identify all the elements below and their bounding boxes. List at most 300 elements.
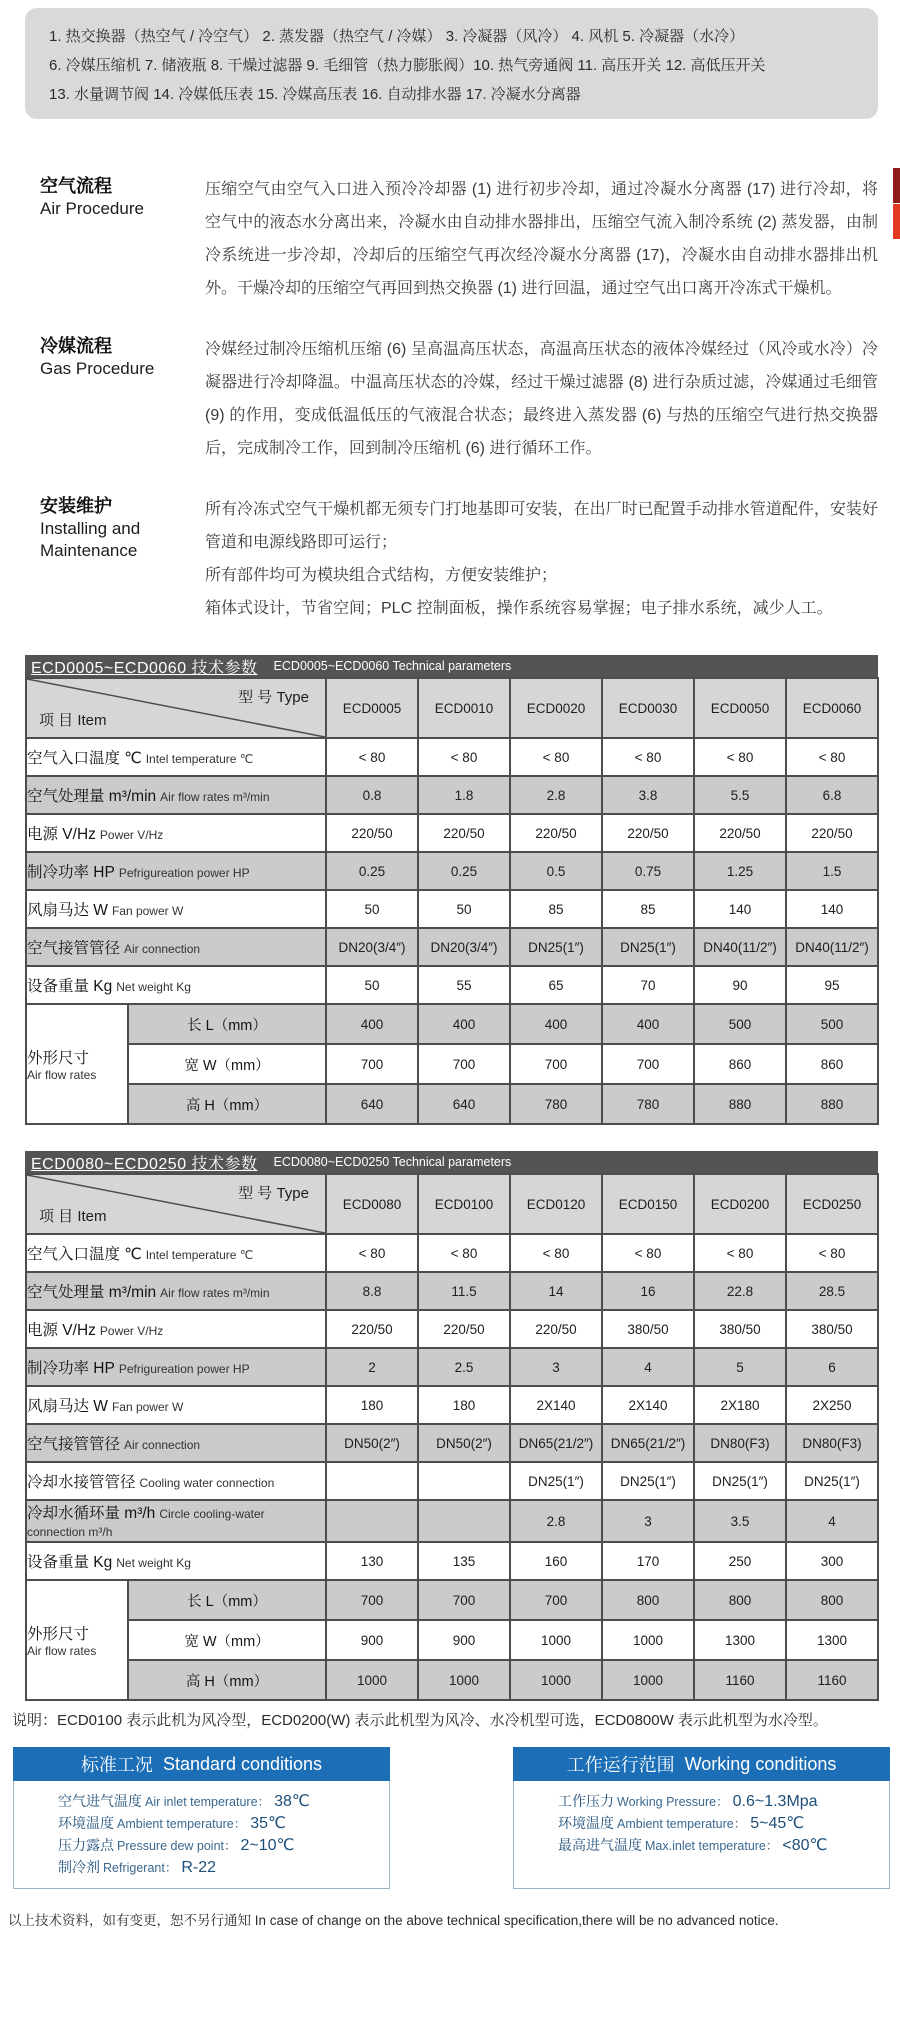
model-header-cell: ECD0050 <box>694 678 786 738</box>
value-cell: 1000 <box>602 1660 694 1700</box>
dimension-group-en: Air flow rates <box>27 1644 97 1658</box>
value-cell: 860 <box>786 1044 878 1084</box>
model-header-cell: ECD0030 <box>602 678 694 738</box>
table-title-en: ECD0005~ECD0060 Technical parameters <box>273 659 512 673</box>
condition-label-cn: 制冷剂 <box>58 1859 100 1875</box>
value-cell: 400 <box>418 1004 510 1044</box>
value-cell: 780 <box>602 1084 694 1124</box>
row-label-en: Intel temperature ℃ <box>145 1248 254 1262</box>
row-label-cell <box>26 928 326 966</box>
value-cell: 640 <box>418 1084 510 1124</box>
spec-row <box>26 1500 878 1542</box>
section-title-cn: 安装维护 <box>40 496 112 516</box>
row-label-cn: 空气接管管径 <box>27 940 121 957</box>
spec-row <box>26 1462 878 1500</box>
dimension-group-en: Air flow rates <box>27 1068 97 1082</box>
value-cell <box>326 1462 418 1500</box>
condition-label-cn: 空气进气温度 <box>58 1793 142 1809</box>
value-cell: 1000 <box>326 1660 418 1700</box>
condition-box-header <box>13 1747 390 1781</box>
condition-label-cn: 压力露点 <box>58 1837 114 1853</box>
section-paragraph: 所有冷冻式空气干燥机都无须专门打地基即可安装，在出厂时已配置手动排水管道配件，安装好管道和电源线路即可运行； <box>205 501 878 551</box>
parts-list-line: 6. 冷媒压缩机 7. 储液瓶 8. 干燥过滤器 9. 毛细管（热力膨胀阀）10. 热气旁通阀 11. 高压开关 12. 高低压开关 <box>49 57 766 74</box>
value-cell: 900 <box>418 1620 510 1660</box>
value-cell: DN25(1″) <box>786 1462 878 1500</box>
value-cell: < 80 <box>418 738 510 776</box>
value-cell: < 80 <box>510 1234 602 1272</box>
spec-row <box>26 776 878 814</box>
footer-disclaimer: 以上技术资料，如有变更，恕不另行通知 In case of change on the above technical specification,there will be no advanced notice. <box>8 1913 779 1928</box>
value-cell: 180 <box>418 1386 510 1424</box>
value-cell: 3.8 <box>602 776 694 814</box>
tables-container <box>25 655 878 1701</box>
spec-row <box>26 1234 878 1272</box>
table-corner-cell <box>26 678 326 738</box>
value-cell: < 80 <box>326 738 418 776</box>
row-label-en: Net weight Kg <box>116 1556 191 1570</box>
value-cell: DN80(F3) <box>694 1424 786 1462</box>
value-cell: 50 <box>326 890 418 928</box>
spec-row <box>26 966 878 1004</box>
value-cell: DN80(F3) <box>786 1424 878 1462</box>
value-cell: 170 <box>602 1542 694 1580</box>
value-cell: 1000 <box>510 1660 602 1700</box>
row-label-cell <box>26 1234 326 1272</box>
row-label-en: Circle cooling-water connection m³/h <box>27 1507 265 1539</box>
value-cell: 85 <box>510 890 602 928</box>
table-title-cn: ECD0005~ECD0060 技术参数 <box>31 659 258 677</box>
row-label-en: Net weight Kg <box>116 980 191 994</box>
value-cell: 1160 <box>786 1660 878 1700</box>
value-cell: 0.25 <box>418 852 510 890</box>
dimension-label-cell: 宽 W（mm） <box>128 1620 326 1660</box>
corner-type-label: 型 号 Type <box>238 1185 309 1202</box>
value-cell: 380/50 <box>786 1310 878 1348</box>
spec-row <box>26 738 878 776</box>
value-cell: 800 <box>602 1580 694 1620</box>
value-cell: 380/50 <box>602 1310 694 1348</box>
spec-row <box>26 852 878 890</box>
value-cell: 500 <box>694 1004 786 1044</box>
row-label-cn: 冷却水循环量 m³/h <box>27 1505 156 1522</box>
value-cell: DN40(11/2″) <box>694 928 786 966</box>
row-label-cell <box>26 1542 326 1580</box>
model-header-cell: ECD0150 <box>602 1174 694 1234</box>
condition-title-cn: 工作运行范围 <box>566 1755 675 1775</box>
spec-row <box>26 890 878 928</box>
brochure-page <box>0 8 900 1929</box>
value-cell: 6 <box>786 1348 878 1386</box>
row-label-cell <box>26 1424 326 1462</box>
dimension-group-cell <box>26 1580 128 1700</box>
condition-label-cn: 工作压力 <box>558 1793 614 1809</box>
value-cell: < 80 <box>602 1234 694 1272</box>
row-label-en: Air connection <box>124 942 201 956</box>
value-cell: 860 <box>694 1044 786 1084</box>
row-label-cn: 空气入口温度 ℃ <box>27 750 142 767</box>
spec-row <box>26 1310 878 1348</box>
value-cell: 2X140 <box>602 1386 694 1424</box>
row-label-cell <box>26 966 326 1004</box>
row-label-cell <box>26 738 326 776</box>
section-heading <box>40 173 205 305</box>
condition-value: 2~10℃ <box>240 1837 295 1854</box>
condition-title-en: Standard conditions <box>162 1753 323 1774</box>
row-label-cn: 风扇马达 W <box>27 902 108 919</box>
value-cell: 1.5 <box>786 852 878 890</box>
corner-type-label: 型 号 Type <box>238 689 309 706</box>
dimension-row <box>26 1660 878 1700</box>
condition-box-body <box>513 1781 890 1889</box>
value-cell: 140 <box>786 890 878 928</box>
dimension-label-cell: 高 H（mm） <box>128 1660 326 1700</box>
page-edge-marker-bright <box>893 204 900 239</box>
value-cell: < 80 <box>786 1234 878 1272</box>
condition-label-en: Air inlet temperature： <box>145 1795 271 1809</box>
row-label-en: Air flow rates m³/min <box>160 790 270 804</box>
value-cell: 2 <box>326 1348 418 1386</box>
spec-row <box>26 1424 878 1462</box>
value-cell: 4 <box>602 1348 694 1386</box>
condition-value: R-22 <box>181 1859 217 1876</box>
section-title-en: Air Procedure <box>40 199 144 218</box>
value-cell: 1.8 <box>418 776 510 814</box>
value-cell: 1300 <box>786 1620 878 1660</box>
row-label-cn: 设备重量 Kg <box>27 1554 113 1571</box>
value-cell: 8.8 <box>326 1272 418 1310</box>
value-cell: 800 <box>694 1580 786 1620</box>
condition-label-en: Ambient temperature： <box>617 1817 747 1831</box>
row-label-cn: 电源 V/Hz <box>27 826 96 843</box>
value-cell: 0.5 <box>510 852 602 890</box>
value-cell: 220/50 <box>326 1310 418 1348</box>
table-title-bar <box>25 1151 878 1173</box>
spec-table-block-2 <box>25 1151 878 1701</box>
value-cell: 500 <box>786 1004 878 1044</box>
value-cell: 220/50 <box>510 1310 602 1348</box>
condition-label-cn: 环境温度 <box>58 1815 114 1831</box>
condition-box-header <box>513 1747 890 1781</box>
value-cell: 700 <box>326 1044 418 1084</box>
value-cell: 400 <box>602 1004 694 1044</box>
value-cell: 5.5 <box>694 776 786 814</box>
model-header-cell: ECD0250 <box>786 1174 878 1234</box>
row-label-cell <box>26 1386 326 1424</box>
section-paragraph: 压缩空气由空气入口进入预冷冷却器 (1) 进行初步冷却，通过冷凝水分离器 (17) 进行冷却，将空气中的液态水分离出来，冷凝水由自动排水器排出，压缩空气流入制冷系统 (2) 蒸发器，由制冷系统进一步冷却，冷却后的压缩空气再次经冷凝水分离器 (17)，冷凝水由自动排水器排出机外。干燥冷却的压缩空气再回到热交换器 (1) 进行回温，通过空气出口离开冷冻式干燥机。 <box>205 181 878 297</box>
section-title-cn: 空气流程 <box>40 176 112 196</box>
section-body <box>205 173 878 305</box>
row-label-en: Pefrigureation power HP <box>118 866 250 880</box>
value-cell: 65 <box>510 966 602 1004</box>
value-cell: 300 <box>786 1542 878 1580</box>
value-cell: 220/50 <box>418 814 510 852</box>
condition-line <box>14 1835 389 1857</box>
value-cell: 14 <box>510 1272 602 1310</box>
row-label-en: Air connection <box>124 1438 201 1452</box>
value-cell: 780 <box>510 1084 602 1124</box>
section-installing-and-maintenance <box>40 493 878 625</box>
corner-item-label: 项 目 Item <box>39 712 107 729</box>
spec-header-row <box>26 1174 878 1234</box>
section-title-cn: 冷媒流程 <box>40 336 112 356</box>
spec-row <box>26 814 878 852</box>
spec-row <box>26 1542 878 1580</box>
value-cell: 220/50 <box>694 814 786 852</box>
value-cell: < 80 <box>326 1234 418 1272</box>
row-label-cell <box>26 1462 326 1500</box>
value-cell: 220/50 <box>418 1310 510 1348</box>
condition-value: 5~45℃ <box>750 1815 805 1832</box>
spec-header-row <box>26 678 878 738</box>
row-label-cell <box>26 1348 326 1386</box>
value-cell: DN25(1″) <box>510 928 602 966</box>
section-heading <box>40 493 205 625</box>
row-label-cn: 空气处理量 m³/min <box>27 788 157 805</box>
row-label-cn: 风扇马达 W <box>27 1398 108 1415</box>
value-cell: 0.8 <box>326 776 418 814</box>
value-cell: 640 <box>326 1084 418 1124</box>
value-cell: < 80 <box>418 1234 510 1272</box>
condition-value: <80℃ <box>782 1837 828 1854</box>
value-cell: 0.75 <box>602 852 694 890</box>
value-cell: DN20(3/4″) <box>418 928 510 966</box>
value-cell: 160 <box>510 1542 602 1580</box>
row-label-cn: 空气处理量 m³/min <box>27 1284 157 1301</box>
value-cell: 2.8 <box>510 1500 602 1542</box>
dimension-row <box>26 1620 878 1660</box>
condition-value: 0.6~1.3Mpa <box>732 1793 818 1810</box>
value-cell: < 80 <box>694 738 786 776</box>
value-cell: 28.5 <box>786 1272 878 1310</box>
model-header-cell: ECD0100 <box>418 1174 510 1234</box>
row-label-cell <box>26 776 326 814</box>
value-cell: < 80 <box>602 738 694 776</box>
value-cell: 700 <box>510 1580 602 1620</box>
value-cell <box>418 1500 510 1542</box>
value-cell: 220/50 <box>786 814 878 852</box>
value-cell: 3 <box>510 1348 602 1386</box>
row-label-en: Air flow rates m³/min <box>160 1286 270 1300</box>
value-cell: 22.8 <box>694 1272 786 1310</box>
value-cell: 1000 <box>418 1660 510 1700</box>
condition-line <box>14 1791 389 1813</box>
dimension-row <box>26 1084 878 1124</box>
value-cell: 90 <box>694 966 786 1004</box>
value-cell: DN50(2″) <box>418 1424 510 1462</box>
value-cell: 2X250 <box>786 1386 878 1424</box>
value-cell: 2.8 <box>510 776 602 814</box>
dimension-row <box>26 1004 878 1044</box>
value-cell: 50 <box>418 890 510 928</box>
model-note: 说明：ECD0100 表示此机为风冷型，ECD0200(W) 表示此机型为风冷、水冷机型可选，ECD0800W 表示此机型为水冷型。 <box>12 1712 828 1729</box>
dimension-label-cell: 长 L（mm） <box>128 1580 326 1620</box>
condition-value: 35℃ <box>250 1815 286 1832</box>
value-cell: 880 <box>786 1084 878 1124</box>
value-cell: 880 <box>694 1084 786 1124</box>
model-header-cell: ECD0080 <box>326 1174 418 1234</box>
condition-label-en: Pressure dew point： <box>117 1839 237 1853</box>
parts-list-line: 1. 热交换器（热空气 / 冷空气） 2. 蒸发器（热空气 / 冷媒） 3. 冷凝器（风冷） 4. 风机 5. 冷凝器（水冷） <box>49 28 745 45</box>
dimension-label-cell: 高 H（mm） <box>128 1084 326 1124</box>
row-label-en: Fan power W <box>111 904 184 918</box>
condition-line <box>514 1835 889 1857</box>
section-title-en: Gas Procedure <box>40 359 155 378</box>
condition-label-en: Ambient temperature： <box>117 1817 247 1831</box>
condition-box-body <box>13 1781 390 1889</box>
value-cell: 220/50 <box>510 814 602 852</box>
value-cell: 55 <box>418 966 510 1004</box>
table-title-bar <box>25 655 878 677</box>
row-label-en: Power V/Hz <box>99 1324 164 1338</box>
value-cell: 16 <box>602 1272 694 1310</box>
value-cell: DN25(1″) <box>510 1462 602 1500</box>
value-cell: 2X180 <box>694 1386 786 1424</box>
conditions-container <box>13 1747 890 1889</box>
page-edge-marker-dark <box>893 168 900 203</box>
value-cell: 700 <box>602 1044 694 1084</box>
table-title-en: ECD0080~ECD0250 Technical parameters <box>273 1155 512 1169</box>
model-header-cell: ECD0010 <box>418 678 510 738</box>
model-header-cell: ECD0005 <box>326 678 418 738</box>
value-cell: 1.25 <box>694 852 786 890</box>
value-cell: 380/50 <box>694 1310 786 1348</box>
row-label-en: Cooling water connection <box>139 1476 275 1490</box>
spec-row <box>26 1348 878 1386</box>
section-title-en: Installing and Maintenance <box>40 519 141 560</box>
value-cell: DN25(1″) <box>694 1462 786 1500</box>
value-cell: 135 <box>418 1542 510 1580</box>
sections-container <box>0 173 900 625</box>
condition-line <box>514 1791 889 1813</box>
spec-row <box>26 1386 878 1424</box>
model-header-cell: ECD0200 <box>694 1174 786 1234</box>
model-header-cell: ECD0120 <box>510 1174 602 1234</box>
row-label-cn: 冷却水接管管径 <box>27 1474 136 1491</box>
value-cell: DN40(11/2″) <box>786 928 878 966</box>
value-cell: 6.8 <box>786 776 878 814</box>
value-cell: 400 <box>326 1004 418 1044</box>
condition-label-en: Refrigerant： <box>103 1861 178 1875</box>
section-air-procedure <box>40 173 878 305</box>
value-cell: 4 <box>786 1500 878 1542</box>
dimension-group-cn: 外形尺寸 <box>27 1626 90 1643</box>
condition-title-en: Working conditions <box>684 1753 837 1774</box>
value-cell: 400 <box>510 1004 602 1044</box>
row-label-cell <box>26 1500 326 1542</box>
dimension-label-cell: 长 L（mm） <box>128 1004 326 1044</box>
value-cell: DN50(2″) <box>326 1424 418 1462</box>
spec-row <box>26 928 878 966</box>
row-label-cell <box>26 1310 326 1348</box>
corner-item-label: 项 目 Item <box>39 1208 107 1225</box>
model-header-cell: ECD0020 <box>510 678 602 738</box>
page-edge-marker <box>893 168 900 239</box>
row-label-cell <box>26 1272 326 1310</box>
value-cell: 700 <box>510 1044 602 1084</box>
value-cell: 2X140 <box>510 1386 602 1424</box>
value-cell: 1300 <box>694 1620 786 1660</box>
condition-label-en: Max.inlet temperature： <box>645 1839 779 1853</box>
dimension-group-cell <box>26 1004 128 1124</box>
row-label-cn: 空气入口温度 ℃ <box>27 1246 142 1263</box>
condition-box-working-conditions <box>513 1747 890 1889</box>
dimension-row <box>26 1580 878 1620</box>
value-cell: 1000 <box>602 1620 694 1660</box>
value-cell: 1160 <box>694 1660 786 1700</box>
section-paragraph: 所有部件均可为模块组合式结构，方便安装维护； <box>205 567 558 584</box>
row-label-cn: 制冷功率 HP <box>27 864 115 881</box>
dimension-group-cn: 外形尺寸 <box>27 1050 90 1067</box>
value-cell: 3.5 <box>694 1500 786 1542</box>
condition-value: 38℃ <box>274 1793 310 1810</box>
dimension-label-cell: 宽 W（mm） <box>128 1044 326 1084</box>
condition-line <box>514 1813 889 1835</box>
value-cell: 220/50 <box>602 814 694 852</box>
value-cell: 700 <box>418 1580 510 1620</box>
condition-line <box>14 1857 389 1879</box>
row-label-cn: 制冷功率 HP <box>27 1360 115 1377</box>
value-cell: DN65(21/2″) <box>602 1424 694 1462</box>
section-body <box>205 493 878 625</box>
value-cell: 130 <box>326 1542 418 1580</box>
value-cell: 700 <box>326 1580 418 1620</box>
condition-label-en: Working Pressure： <box>617 1795 729 1809</box>
value-cell: 5 <box>694 1348 786 1386</box>
value-cell: 700 <box>418 1044 510 1084</box>
section-body <box>205 333 878 465</box>
value-cell: 85 <box>602 890 694 928</box>
spec-table <box>25 677 879 1125</box>
value-cell <box>326 1500 418 1542</box>
value-cell: 70 <box>602 966 694 1004</box>
row-label-cell <box>26 852 326 890</box>
value-cell: DN25(1″) <box>602 1462 694 1500</box>
value-cell: 250 <box>694 1542 786 1580</box>
section-paragraph: 箱体式设计，节省空间；PLC 控制面板，操作系统容易掌握；电子排水系统，减少人工。 <box>205 600 833 617</box>
value-cell: 180 <box>326 1386 418 1424</box>
parts-list-line: 13. 水量调节阀 14. 冷媒低压表 15. 冷媒高压表 16. 自动排水器 17. 冷凝水分离器 <box>49 86 581 103</box>
value-cell: DN65(21/2″) <box>510 1424 602 1462</box>
model-header-cell: ECD0060 <box>786 678 878 738</box>
value-cell: 1000 <box>510 1620 602 1660</box>
value-cell: 900 <box>326 1620 418 1660</box>
condition-label-cn: 最高进气温度 <box>558 1837 642 1853</box>
table-corner-cell <box>26 1174 326 1234</box>
value-cell: 0.25 <box>326 852 418 890</box>
value-cell: 2.5 <box>418 1348 510 1386</box>
condition-title-cn: 标准工况 <box>80 1755 153 1775</box>
section-heading <box>40 333 205 465</box>
spec-table-block-1 <box>25 655 878 1125</box>
value-cell: DN25(1″) <box>602 928 694 966</box>
row-label-cn: 电源 V/Hz <box>27 1322 96 1339</box>
spec-row <box>26 1272 878 1310</box>
row-label-en: Power V/Hz <box>99 828 164 842</box>
section-paragraph: 冷媒经过制冷压缩机压缩 (6) 呈高温高压状态，高温高压状态的液体冷媒经过（风冷或水冷）冷凝器进行冷却降温。中温高压状态的冷媒，经过干燥过滤器 (8) 进行杂质过滤，冷媒通过毛细管 (9) 的作用，变成低温低压的气液混合状态；最终进入蒸发器 (6) 与热的压缩空气进行热交换器后，完成制冷工作，回到制冷压缩机 (6) 进行循环工作。 <box>205 341 878 457</box>
row-label-cn: 空气接管管径 <box>27 1436 121 1453</box>
value-cell: 95 <box>786 966 878 1004</box>
value-cell: 220/50 <box>326 814 418 852</box>
row-label-en: Pefrigureation power HP <box>118 1362 250 1376</box>
spec-table <box>25 1173 879 1701</box>
section-gas-procedure <box>40 333 878 465</box>
value-cell <box>418 1462 510 1500</box>
condition-line <box>14 1813 389 1835</box>
value-cell: 50 <box>326 966 418 1004</box>
table-title-cn: ECD0080~ECD0250 技术参数 <box>31 1155 258 1173</box>
row-label-cell <box>26 890 326 928</box>
row-label-cn: 设备重量 Kg <box>27 978 113 995</box>
